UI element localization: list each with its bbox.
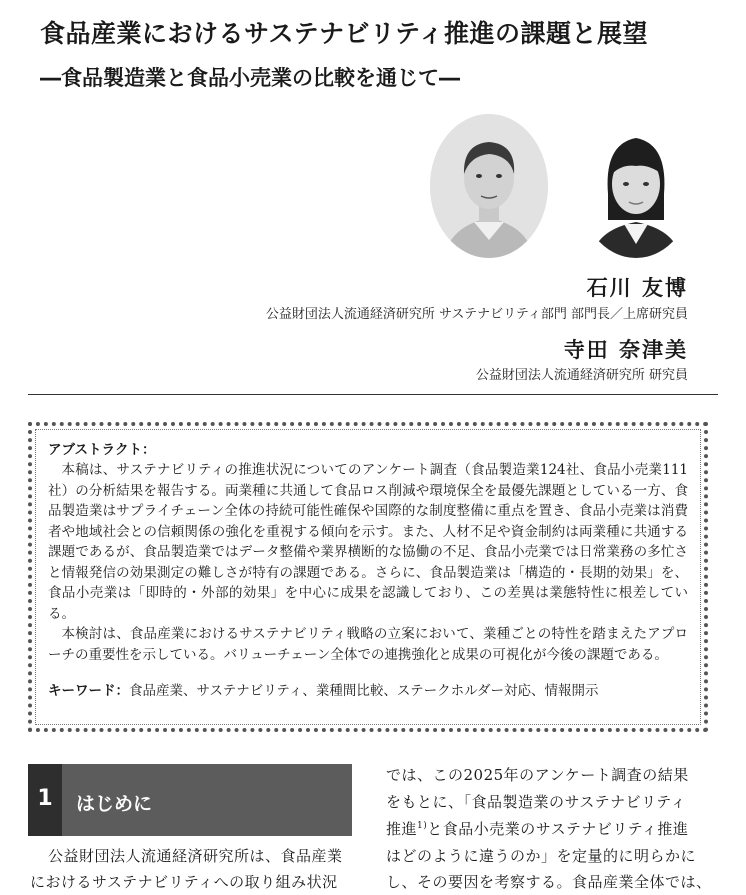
author-name-1: 石川 友博 [586,276,688,300]
author-photo-terada [578,114,694,258]
keywords-list: 食品産業、サステナビリティ、業種間比較、ステークホルダー対応、情報開示 [129,683,599,699]
author-affiliation-1: 公益財団法人流通経済研究所 サステナビリティ部門 部門長／上席研究員 [265,307,688,322]
author-affiliation-2: 公益財団法人流通経済研究所 研究員 [475,368,688,383]
body-left-line-2: におけるサステナビリティへの取り組み状況 [30,873,338,891]
section-heading-bar [28,764,352,836]
abstract-heading: アブストラクト： [48,442,156,458]
keywords-line [48,679,688,699]
body-right-line-4: はどのように違うのか」を定量的に明らかに [386,847,697,865]
header-divider [28,394,718,395]
abstract-paragraph-2: 本検討は、食品産業におけるサステナビリティ戦略の立案において、業種ごとの特性を踏まえたアプローチの重要性を示している。バリューチェーン全体での連携強化と成果の可視化が今後の課題である。 [48,626,688,663]
woman-portrait-icon [578,114,694,258]
section-number-box [28,764,62,836]
body-right-line-3 [386,818,688,839]
article-title: 食品産業におけるサステナビリティ推進の課題と展望 [40,19,649,48]
section-title: はじめに [76,793,153,815]
author-name-2: 寺田 奈津美 [563,338,688,362]
body-left-line-1: 公益財団法人流通経済研究所は、食品産業 [48,847,343,865]
body-right-line-2: をもとに、「食品製造業のサステナビリティ [386,793,687,811]
man-portrait-icon [430,114,548,258]
author-photo-ishikawa [430,114,548,258]
abstract-paragraph-1: 本稿は、サステナビリティの推進状況についてのアンケート調査（食品製造業124社、食品小売業111社）の分析結果を報告する。両業種に共通して食品ロス削減や環境保全を最優先課題としている一方、食品製造業はサプライチェーン全体の持続可能性確保や国際的な制度整備に重点を置き、食品小売業は消費者や地域社会との信頼関係の強化を重視する傾向を示す。また、人材不足や資金制約は両業種に共通する課題であるが、食品製造業ではデータ整備や業界横断的な協働の不足、食品小売業では日常業務の多忙さと情報発信の効果測定の難しさが特有の課題である。さらに、食品製造業は「構造的・長期的効果」を、食品小売業は「即時的・外部的効果」を中心に成果を認識しており、この差異は業態特性に根差している。 [48,462,688,622]
article-subtitle: ―食品製造業と食品小売業の比較を通じて― [40,66,460,90]
body-right-line-3a: 推進 [386,820,418,838]
keywords-label: キーワード： [48,683,129,699]
body-right-line-3b: と食品小売業のサステナビリティ推進 [427,820,689,838]
body-right-line-1: では、この2025年のアンケート調査の結果 [386,766,689,784]
abstract-box [28,422,708,732]
body-right-line-5: し、その要因を考察する。食品産業全体では、 [386,873,712,891]
section-number: 1 [37,786,53,811]
footnote-ref: 1) [417,821,428,831]
